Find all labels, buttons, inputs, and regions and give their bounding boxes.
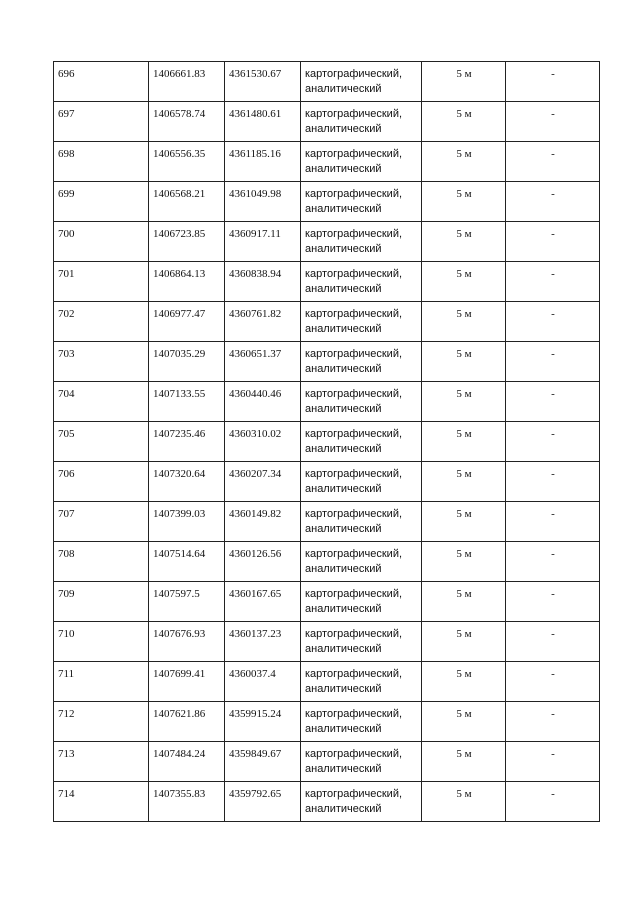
method-line-1: картографический, — [305, 308, 403, 320]
y-coordinate-cell: 4360651.37 — [225, 342, 301, 382]
table-row — [54, 742, 600, 782]
method-cell — [301, 542, 422, 582]
table-row — [54, 262, 600, 302]
method-line-2: аналитический — [305, 723, 382, 735]
table-row — [54, 382, 600, 422]
accuracy-cell: 5 м — [422, 102, 506, 142]
y-coordinate-cell: 4359792.65 — [225, 782, 301, 822]
x-coordinate-cell: 1406723.85 — [149, 222, 225, 262]
x-coordinate-cell: 1406977.47 — [149, 302, 225, 342]
point-number-cell: 712 — [54, 702, 149, 742]
note-cell: - — [506, 262, 600, 302]
method-cell — [301, 742, 422, 782]
y-coordinate-cell: 4360440.46 — [225, 382, 301, 422]
method-cell — [301, 382, 422, 422]
table-row — [54, 462, 600, 502]
accuracy-cell: 5 м — [422, 422, 506, 462]
table-row — [54, 422, 600, 462]
table-row — [54, 62, 600, 102]
method-cell — [301, 782, 422, 822]
y-coordinate-cell: 4361185.16 — [225, 142, 301, 182]
point-number-cell: 711 — [54, 662, 149, 702]
x-coordinate-cell: 1406864.13 — [149, 262, 225, 302]
note-cell: - — [506, 182, 600, 222]
method-line-2: аналитический — [305, 763, 382, 775]
accuracy-cell: 5 м — [422, 502, 506, 542]
method-line-2: аналитический — [305, 203, 382, 215]
point-number-cell: 700 — [54, 222, 149, 262]
method-cell — [301, 422, 422, 462]
table-row — [54, 702, 600, 742]
y-coordinate-cell: 4361530.67 — [225, 62, 301, 102]
method-line-2: аналитический — [305, 603, 382, 615]
accuracy-cell: 5 м — [422, 222, 506, 262]
method-line-2: аналитический — [305, 523, 382, 535]
method-line-1: картографический, — [305, 788, 403, 800]
note-cell: - — [506, 342, 600, 382]
point-number-cell: 710 — [54, 622, 149, 662]
x-coordinate-cell: 1407235.46 — [149, 422, 225, 462]
point-number-cell: 701 — [54, 262, 149, 302]
method-line-1: картографический, — [305, 588, 403, 600]
point-number-cell: 707 — [54, 502, 149, 542]
point-number-cell: 714 — [54, 782, 149, 822]
method-line-2: аналитический — [305, 323, 382, 335]
y-coordinate-cell: 4360761.82 — [225, 302, 301, 342]
note-cell: - — [506, 102, 600, 142]
coordinates-table-body — [54, 62, 600, 822]
method-line-2: аналитический — [305, 643, 382, 655]
table-row — [54, 662, 600, 702]
table-row — [54, 182, 600, 222]
x-coordinate-cell: 1407699.41 — [149, 662, 225, 702]
y-coordinate-cell: 4360838.94 — [225, 262, 301, 302]
table-row — [54, 222, 600, 262]
method-line-1: картографический, — [305, 108, 403, 120]
point-number-cell: 709 — [54, 582, 149, 622]
y-coordinate-cell: 4360037.4 — [225, 662, 301, 702]
x-coordinate-cell: 1407320.64 — [149, 462, 225, 502]
method-line-2: аналитический — [305, 83, 382, 95]
note-cell: - — [506, 382, 600, 422]
point-number-cell: 702 — [54, 302, 149, 342]
y-coordinate-cell: 4359915.24 — [225, 702, 301, 742]
method-line-2: аналитический — [305, 563, 382, 575]
method-line-2: аналитический — [305, 243, 382, 255]
method-line-2: аналитический — [305, 363, 382, 375]
y-coordinate-cell: 4360126.56 — [225, 542, 301, 582]
table-row — [54, 542, 600, 582]
accuracy-cell: 5 м — [422, 142, 506, 182]
note-cell: - — [506, 302, 600, 342]
method-line-1: картографический, — [305, 628, 403, 640]
accuracy-cell: 5 м — [422, 742, 506, 782]
accuracy-cell: 5 м — [422, 582, 506, 622]
note-cell: - — [506, 542, 600, 582]
x-coordinate-cell: 1407355.83 — [149, 782, 225, 822]
table-row — [54, 102, 600, 142]
accuracy-cell: 5 м — [422, 182, 506, 222]
method-line-1: картографический, — [305, 668, 403, 680]
note-cell: - — [506, 742, 600, 782]
table-row — [54, 622, 600, 662]
point-number-cell: 697 — [54, 102, 149, 142]
table-row — [54, 782, 600, 822]
x-coordinate-cell: 1406568.21 — [149, 182, 225, 222]
point-number-cell: 699 — [54, 182, 149, 222]
method-line-2: аналитический — [305, 163, 382, 175]
method-cell — [301, 262, 422, 302]
point-number-cell: 705 — [54, 422, 149, 462]
table-row — [54, 342, 600, 382]
table-row — [54, 302, 600, 342]
accuracy-cell: 5 м — [422, 462, 506, 502]
accuracy-cell: 5 м — [422, 342, 506, 382]
method-line-2: аналитический — [305, 443, 382, 455]
y-coordinate-cell: 4360167.65 — [225, 582, 301, 622]
note-cell: - — [506, 622, 600, 662]
x-coordinate-cell: 1407399.03 — [149, 502, 225, 542]
method-line-2: аналитический — [305, 123, 382, 135]
method-line-1: картографический, — [305, 428, 403, 440]
method-line-1: картографический, — [305, 348, 403, 360]
method-cell — [301, 502, 422, 542]
method-line-1: картографический, — [305, 708, 403, 720]
method-line-2: аналитический — [305, 283, 382, 295]
x-coordinate-cell: 1407514.64 — [149, 542, 225, 582]
method-line-2: аналитический — [305, 803, 382, 815]
accuracy-cell: 5 м — [422, 622, 506, 662]
method-cell — [301, 302, 422, 342]
method-cell — [301, 142, 422, 182]
method-line-2: аналитический — [305, 683, 382, 695]
note-cell: - — [506, 582, 600, 622]
x-coordinate-cell: 1407676.93 — [149, 622, 225, 662]
method-cell — [301, 702, 422, 742]
x-coordinate-cell: 1407133.55 — [149, 382, 225, 422]
note-cell: - — [506, 62, 600, 102]
point-number-cell: 703 — [54, 342, 149, 382]
x-coordinate-cell: 1406578.74 — [149, 102, 225, 142]
accuracy-cell: 5 м — [422, 662, 506, 702]
note-cell: - — [506, 222, 600, 262]
note-cell: - — [506, 422, 600, 462]
y-coordinate-cell: 4360207.34 — [225, 462, 301, 502]
method-cell — [301, 462, 422, 502]
y-coordinate-cell: 4360917.11 — [225, 222, 301, 262]
accuracy-cell: 5 м — [422, 302, 506, 342]
y-coordinate-cell: 4361049.98 — [225, 182, 301, 222]
method-cell — [301, 582, 422, 622]
y-coordinate-cell: 4361480.61 — [225, 102, 301, 142]
method-line-1: картографический, — [305, 508, 403, 520]
point-number-cell: 706 — [54, 462, 149, 502]
note-cell: - — [506, 502, 600, 542]
accuracy-cell: 5 м — [422, 262, 506, 302]
note-cell: - — [506, 702, 600, 742]
method-line-1: картографический, — [305, 68, 403, 80]
y-coordinate-cell: 4360310.02 — [225, 422, 301, 462]
point-number-cell: 713 — [54, 742, 149, 782]
accuracy-cell: 5 м — [422, 382, 506, 422]
method-line-2: аналитический — [305, 403, 382, 415]
coordinates-table — [53, 61, 600, 822]
method-line-1: картографический, — [305, 388, 403, 400]
note-cell: - — [506, 662, 600, 702]
note-cell: - — [506, 142, 600, 182]
method-line-2: аналитический — [305, 483, 382, 495]
y-coordinate-cell: 4360137.23 — [225, 622, 301, 662]
note-cell: - — [506, 782, 600, 822]
table-row — [54, 582, 600, 622]
method-cell — [301, 662, 422, 702]
point-number-cell: 696 — [54, 62, 149, 102]
method-line-1: картографический, — [305, 148, 403, 160]
table-row — [54, 142, 600, 182]
note-cell: - — [506, 462, 600, 502]
method-line-1: картографический, — [305, 748, 403, 760]
y-coordinate-cell: 4360149.82 — [225, 502, 301, 542]
x-coordinate-cell: 1407621.86 — [149, 702, 225, 742]
method-cell — [301, 62, 422, 102]
method-line-1: картографический, — [305, 228, 403, 240]
x-coordinate-cell: 1406661.83 — [149, 62, 225, 102]
point-number-cell: 698 — [54, 142, 149, 182]
method-cell — [301, 222, 422, 262]
point-number-cell: 708 — [54, 542, 149, 582]
method-cell — [301, 342, 422, 382]
method-line-1: картографический, — [305, 188, 403, 200]
accuracy-cell: 5 м — [422, 702, 506, 742]
table-row — [54, 502, 600, 542]
y-coordinate-cell: 4359849.67 — [225, 742, 301, 782]
accuracy-cell: 5 м — [422, 782, 506, 822]
method-cell — [301, 622, 422, 662]
x-coordinate-cell: 1407484.24 — [149, 742, 225, 782]
method-line-1: картографический, — [305, 548, 403, 560]
method-line-1: картографический, — [305, 268, 403, 280]
point-number-cell: 704 — [54, 382, 149, 422]
x-coordinate-cell: 1406556.35 — [149, 142, 225, 182]
method-line-1: картографический, — [305, 468, 403, 480]
x-coordinate-cell: 1407035.29 — [149, 342, 225, 382]
accuracy-cell: 5 м — [422, 542, 506, 582]
method-cell — [301, 182, 422, 222]
x-coordinate-cell: 1407597.5 — [149, 582, 225, 622]
method-cell — [301, 102, 422, 142]
accuracy-cell: 5 м — [422, 62, 506, 102]
